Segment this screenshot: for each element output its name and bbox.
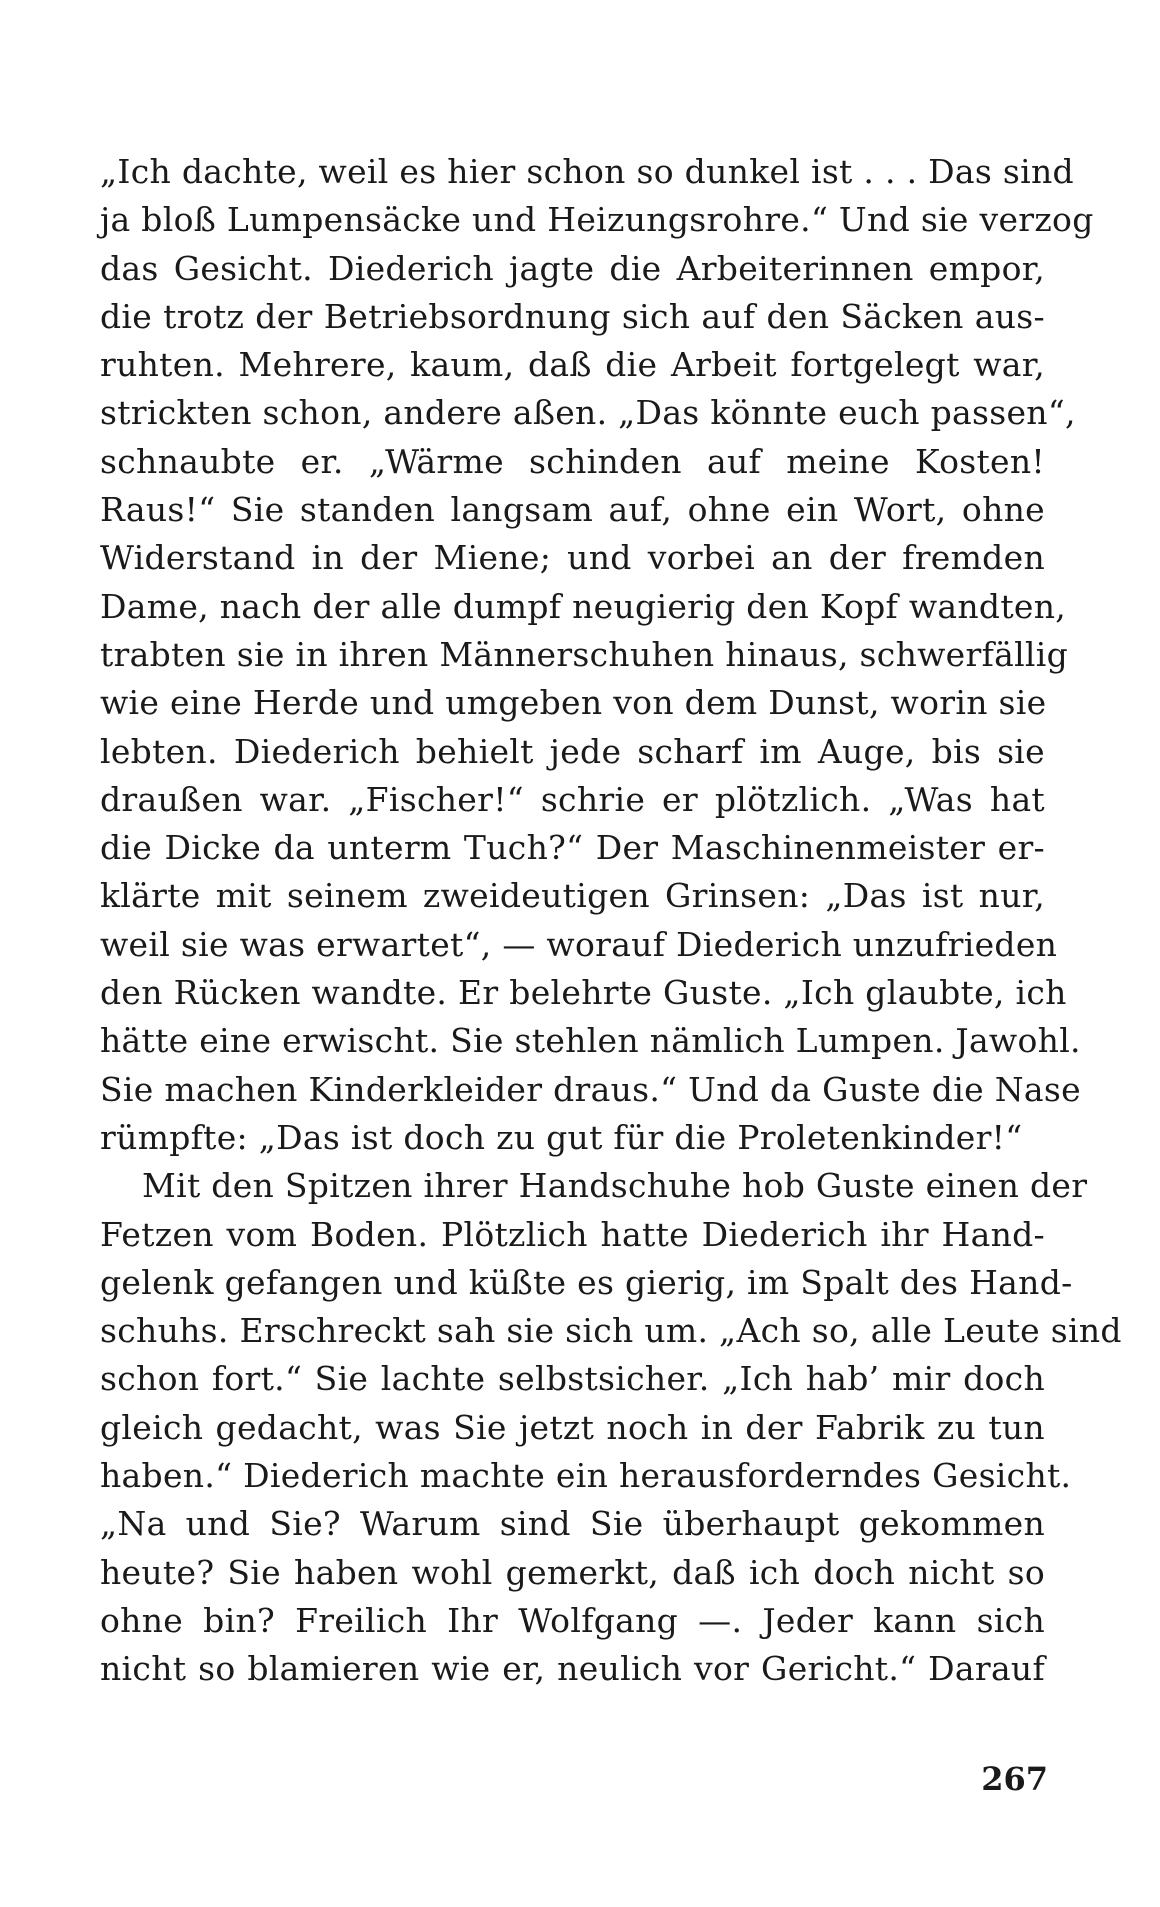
text-line: „Ich dachte, weil es hier schon so dunkel ist . . . Das sind — [100, 152, 1074, 191]
paragraph — [100, 148, 1094, 1162]
text-line: rümpfte: „Das ist doch zu gut für die Proletenkinder!“ — [100, 1117, 1023, 1157]
text-line: gleich gedacht, was Sie jetzt noch in der Fabrik zu tun — [100, 1407, 1045, 1447]
text-line: klärte mit seinem zweideutigen Grinsen: „Das ist nur, — [100, 876, 1045, 916]
text-line: Mit den Spitzen ihrer Handschuhe hob Guste einen der — [142, 1166, 1088, 1206]
text-line: haben.“ Diederich machte ein herausforderndes Gesicht. — [100, 1456, 1072, 1496]
text-line: die Dicke da unterm Tuch?“ Der Maschinenmeister er- — [100, 828, 1045, 868]
text-line: draußen war. „Fischer!“ schrie er plötzlich. „Was hat — [100, 779, 1045, 819]
page-number: 267 — [981, 1760, 1048, 1798]
text-line: „Na und Sie? Warum sind Sie überhaupt gekommen — [100, 1504, 1045, 1544]
text-line: ruhten. Mehrere, kaum, daß die Arbeit fortgelegt war, — [100, 345, 1045, 385]
text-line: wie eine Herde und umgeben von dem Dunst, worin sie — [100, 683, 1047, 723]
text-line: strickten schon, andere aßen. „Das könnte euch passen“, — [100, 393, 1076, 433]
text-line: Raus!“ Sie standen langsam auf, ohne ein Wort, ohne — [100, 490, 1045, 530]
text-line: Fetzen vom Boden. Plötzlich hatte Diederich ihr Hand- — [100, 1214, 1045, 1254]
text-line: trabten sie in ihren Männerschuhen hinaus, schwerfällig — [100, 634, 1069, 674]
text-line: heute? Sie haben wohl gemerkt, daß ich doch nicht so — [100, 1552, 1045, 1592]
text-line: weil sie was erwartet“, — worauf Diederich unzufrieden — [100, 924, 1058, 964]
text-line: ja bloß Lumpensäcke und Heizungsrohre.“ Und sie verzog — [100, 200, 1094, 240]
text-line: schuhs. Erschreckt sah sie sich um. „Ach so, alle Leute sind — [100, 1311, 1122, 1351]
text-line: nicht so blamieren wie er, neulich vor Gericht.“ Darauf — [100, 1649, 1045, 1689]
text-line: den Rücken wandte. Er belehrte Guste. „Ich glaubte, ich — [100, 973, 1067, 1013]
text-line: Sie machen Kinderkleider draus.“ Und da Guste die Nase — [100, 1069, 1081, 1109]
body-text — [100, 148, 1122, 1694]
text-line: die trotz der Betriebsordnung sich auf den Säcken aus- — [100, 296, 1045, 336]
text-line: Widerstand in der Miene; und vorbei an der fremden — [100, 538, 1045, 578]
text-line: hätte eine erwischt. Sie stehlen nämlich Lumpen. Jawohl. — [100, 1021, 1081, 1061]
text-line: lebten. Diederich behielt jede scharf im Auge, bis sie — [100, 731, 1045, 771]
text-line: ohne bin? Freilich Ihr Wolfgang —. Jeder kann sich — [100, 1600, 1045, 1640]
text-line: schon fort.“ Sie lachte selbstsicher. „Ich hab’ mir doch — [100, 1359, 1045, 1399]
paragraph — [100, 1162, 1122, 1693]
text-line: Dame, nach der alle dumpf neugierig den Kopf wandten, — [100, 586, 1067, 626]
text-line: schnaubte er. „Wärme schinden auf meine Kosten! — [100, 441, 1045, 481]
text-line: gelenk gefangen und küßte es gierig, im Spalt des Hand- — [100, 1262, 1073, 1302]
text-line: das Gesicht. Diederich jagte die Arbeiterinnen empor, — [100, 248, 1045, 288]
